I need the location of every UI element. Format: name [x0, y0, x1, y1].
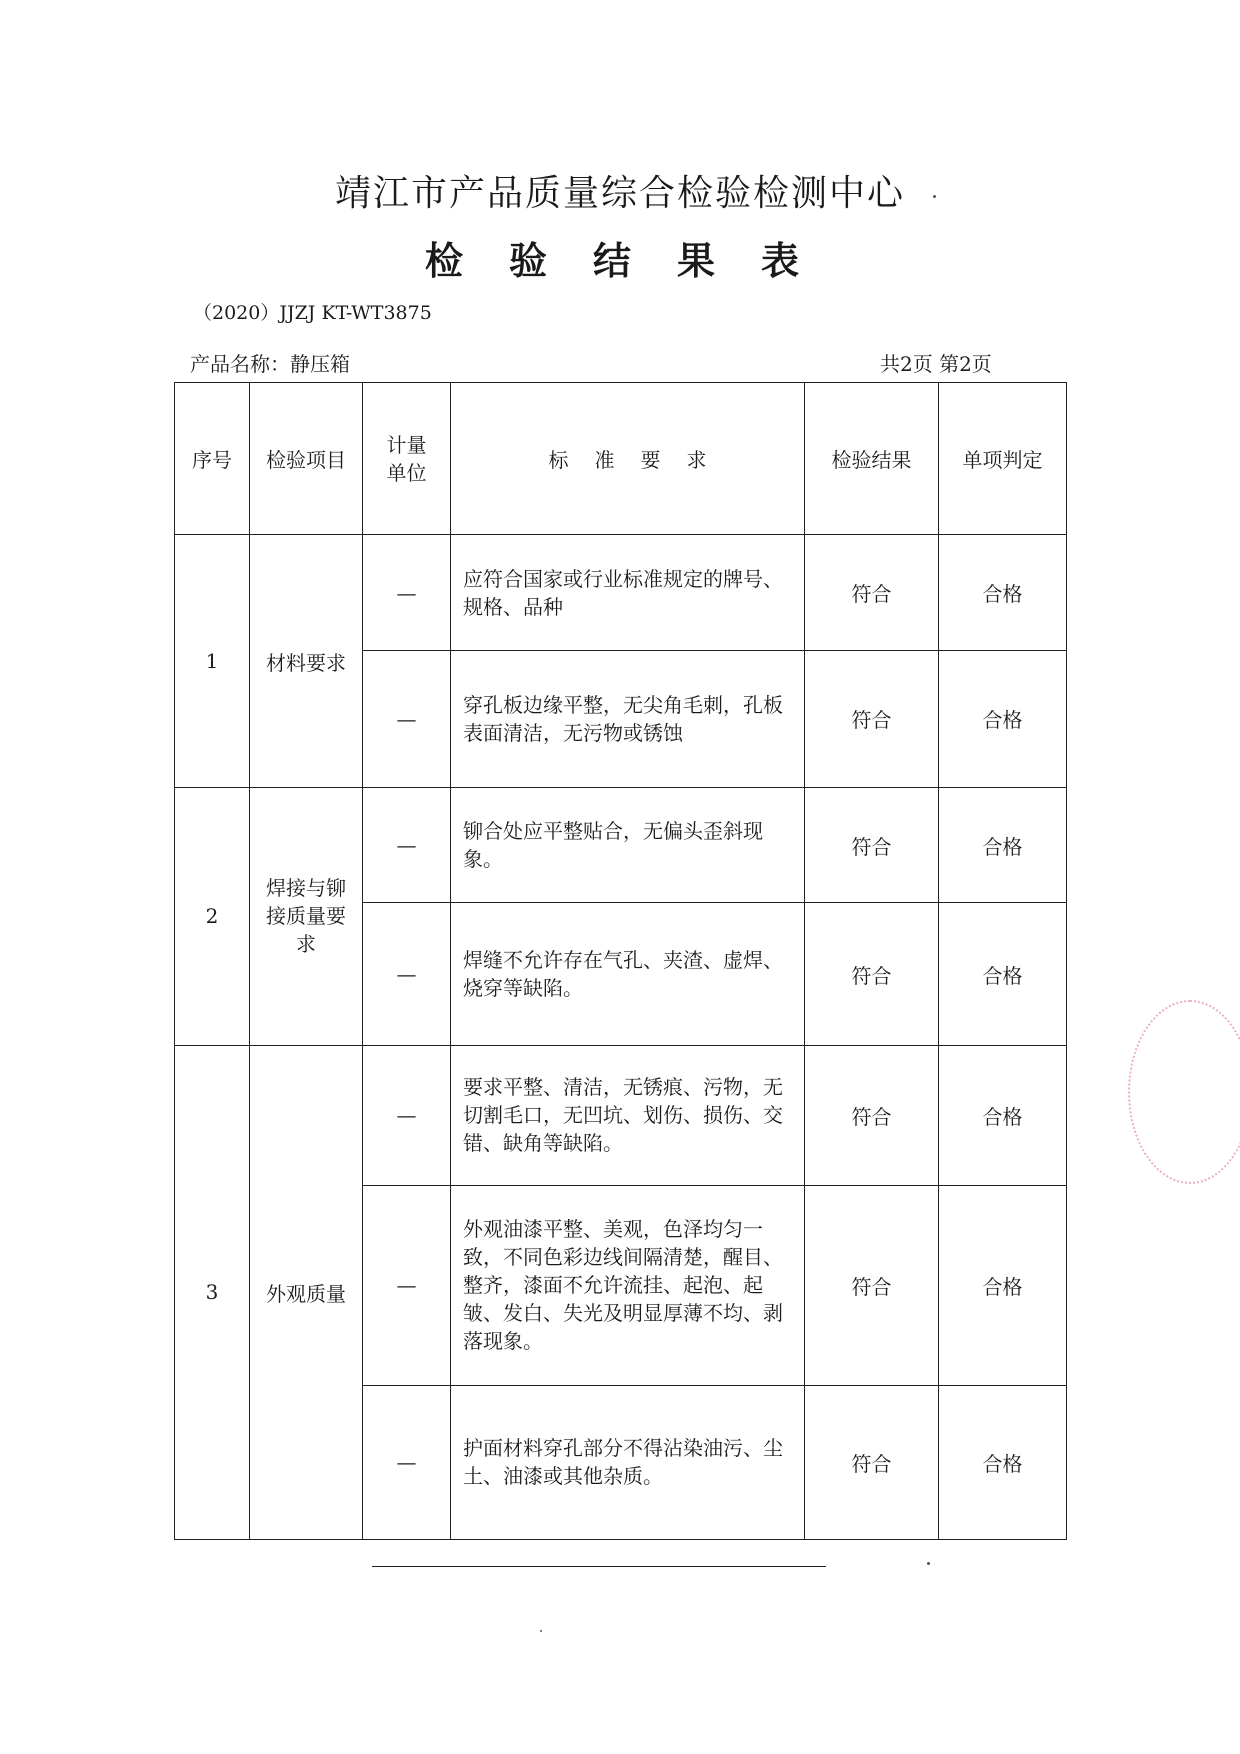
- scan-speck: [540, 1630, 542, 1632]
- footer-divider: [372, 1566, 826, 1567]
- result-cell: 符合: [805, 1385, 939, 1539]
- result-cell: 符合: [805, 650, 939, 787]
- judgement-cell: 合格: [939, 535, 1067, 650]
- document-title: 检验结果表: [424, 238, 845, 283]
- unit-cell: —: [363, 535, 451, 650]
- judgement-cell: 合格: [939, 903, 1067, 1045]
- judgement-cell: 合格: [939, 1385, 1067, 1539]
- result-cell: 符合: [805, 1045, 939, 1185]
- requirement-cell: 护面材料穿孔部分不得沾染油污、尘土、油漆或其他杂质。: [451, 1385, 805, 1539]
- requirement-cell: 焊缝不允许存在气孔、夹渣、虚焊、烧穿等缺陷。: [451, 903, 805, 1045]
- inspection-item: 外观质量: [250, 1045, 363, 1539]
- requirement-cell: 铆合处应平整贴合，无偏头歪斜现象。: [451, 788, 805, 903]
- inspection-item: 材料要求: [250, 535, 363, 788]
- unit-cell: —: [363, 788, 451, 903]
- column-header: 检验项目: [250, 383, 363, 535]
- judgement-cell: 合格: [939, 1045, 1067, 1185]
- row-number: 1: [175, 535, 250, 788]
- unit-cell: —: [363, 650, 451, 787]
- result-cell: 符合: [805, 903, 939, 1045]
- unit-cell: —: [363, 1045, 451, 1185]
- row-number: 2: [175, 788, 250, 1046]
- column-header: 标准要求: [451, 383, 805, 535]
- column-header-label: 计量单位: [386, 432, 427, 485]
- requirement-cell: 穿孔板边缘平整，无尖角毛刺，孔板表面清洁，无污物或锈蚀: [451, 650, 805, 787]
- result-cell: 符合: [805, 788, 939, 903]
- organization-title: 靖江市产品质量综合检验检测中心: [334, 173, 905, 214]
- table-row: [175, 1045, 1067, 1185]
- table-header-row: [175, 383, 1067, 535]
- column-header: 单项判定: [939, 383, 1067, 535]
- judgement-cell: 合格: [939, 1186, 1067, 1386]
- column-header: 检验结果: [805, 383, 939, 535]
- row-number: 3: [175, 1045, 250, 1539]
- unit-cell: —: [363, 903, 451, 1045]
- page-info: 共2页 第2页: [880, 352, 992, 376]
- results-table: [174, 382, 1067, 1540]
- scan-speck: [933, 195, 936, 198]
- inspection-item: [250, 788, 363, 1046]
- column-header: [363, 383, 451, 535]
- column-header: 序号: [175, 383, 250, 535]
- partial-seal-stamp: [1128, 1000, 1240, 1184]
- requirement-cell: 应符合国家或行业标准规定的牌号、规格、品种: [451, 535, 805, 650]
- scan-speck: [927, 1562, 930, 1565]
- product-name: 产品名称：静压箱: [190, 352, 350, 376]
- requirement-cell: 要求平整、清洁，无锈痕、污物，无切割毛口，无凹坑、划伤、损伤、交错、缺角等缺陷。: [451, 1045, 805, 1185]
- table-row: [175, 788, 1067, 903]
- inspection-item-label: 焊接与铆接质量要求: [266, 876, 346, 957]
- result-cell: 符合: [805, 1186, 939, 1386]
- judgement-cell: 合格: [939, 650, 1067, 787]
- unit-cell: —: [363, 1186, 451, 1386]
- report-number: （2020）JJZJ KT-WT3875: [193, 302, 432, 324]
- result-cell: 符合: [805, 535, 939, 650]
- judgement-cell: 合格: [939, 788, 1067, 903]
- requirement-cell: 外观油漆平整、美观，色泽均匀一致，不同色彩边线间隔清楚，醒目、整齐，漆面不允许流挂、起泡、起皱、发白、失光及明显厚薄不均、剥落现象。: [451, 1186, 805, 1386]
- table-row: [175, 535, 1067, 650]
- unit-cell: —: [363, 1385, 451, 1539]
